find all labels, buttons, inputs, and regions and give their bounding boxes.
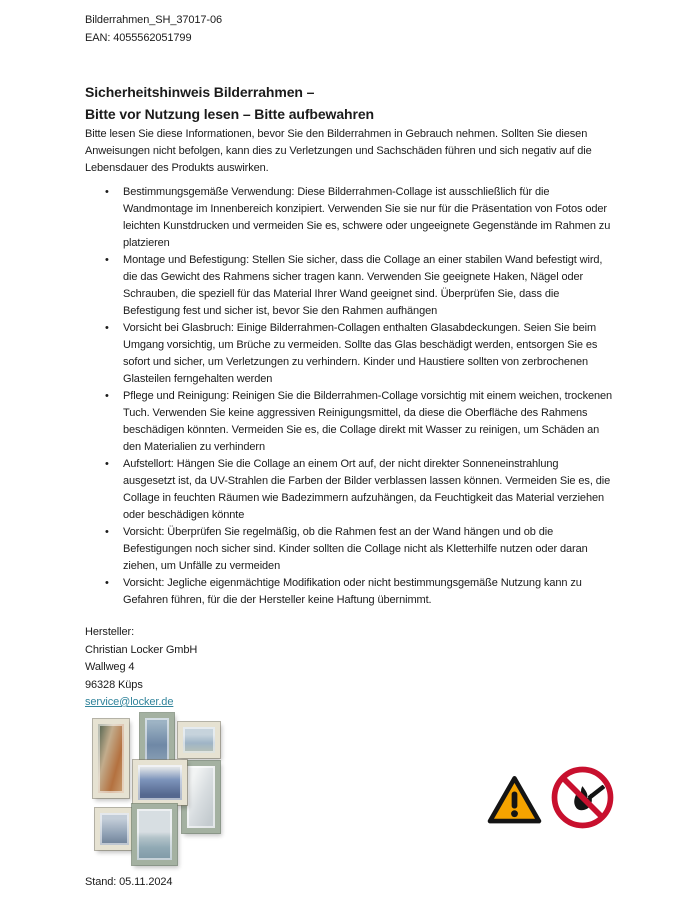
doc-meta-header: [85, 12, 222, 47]
manufacturer-street: Wallweg 4: [85, 661, 135, 673]
warning-triangle-icon: [486, 771, 543, 829]
safety-bullet-item: • Vorsicht bei Glasbruch: Einige Bilderrahmen-Collagen enthalten Glasabdeckungen. Seien Sie beim Umgang vorsichtig, um Brüche zu vermeiden. Sollte das Glas beschädigt werden, entsorgen Sie es sofort und sicher, um Verletzungen zu verhindern. Kinder und Haustiere sollten von zerbrochenen Glasteilen ferngehalten werden: [85, 320, 613, 388]
collage-frame: [182, 761, 220, 833]
safety-bullet-item: • Vorsicht: Überprüfen Sie regelmäßig, ob die Rahmen fest an der Wand hängen und ob die Befestigungen noch sicher sind. Kinder sollten die Collage nicht als Kletterhilfe nutzen oder daran ziehen, um Unfälle zu vermeiden: [85, 524, 613, 575]
revision-date: Stand: 05.11.2024: [85, 876, 173, 888]
collage-frame: [133, 760, 187, 805]
collage-frame: [178, 722, 220, 758]
intro-paragraph: Bitte lesen Sie diese Informationen, bevor Sie den Bilderrahmen in Gebrauch nehmen. Sollten Sie diesen Anweisungen nicht befolgen, kann dies zu Verletzungen und Sachschäden führen und sich negativ auf die Lebensdauer des Produkts auswirken.: [85, 128, 592, 174]
manufacturer-block: [85, 624, 197, 712]
collage-photo: [183, 727, 215, 753]
page-title: [85, 82, 374, 125]
manufacturer-label: Hersteller:: [85, 626, 135, 638]
product-collage-image: [84, 710, 224, 868]
page-title-line1: Sicherheitshinweis Bilderrahmen –: [85, 84, 315, 100]
collage-frame: [95, 808, 134, 850]
doc-reference: Bilderrahmen_SH_37017-06: [85, 14, 223, 26]
collage-photo: [145, 718, 169, 763]
collage-photo: [187, 766, 215, 828]
ean-number: EAN: 4055562051799: [85, 31, 192, 44]
collage-photo: [137, 809, 172, 860]
collage-photo: [138, 765, 182, 800]
safety-bullet-item: • Pflege und Reinigung: Reinigen Sie die Bilderrahmen-Collage vorsichtig mit einem weichen, trockenen Tuch. Verwenden Sie keine aggressiven Reinigungsmittel, da diese die Oberfläche des Rahmens beschädigen könnten. Vermeiden Sie es, die Collage direkt mit Wasser zu reinigen, um Schäden an den Materialien zu verhindern: [85, 388, 613, 456]
collage-frame: [93, 719, 129, 798]
manufacturer-city: 96328 Küps: [85, 678, 143, 691]
safety-bullet-item: • Montage und Befestigung: Stellen Sie sicher, dass die Collage an einer stabilen Wand befestigt wird, die das Gewicht des Rahmens sicher tragen kann. Verwenden Sie geeignete Haken, Nägel oder Schrauben, die speziell für das Material Ihrer Wand geeignet sind. Überprüfen Sie, dass die Befestigung fest und sicher ist, bevor Sie den Rahmen aufhängen: [85, 252, 613, 320]
collage-photo: [98, 724, 124, 793]
safety-bullet-item: • Vorsicht: Jegliche eigenmächtige Modifikation oder nicht bestimmungsgemäße Nutzung kann zu Gefahren führen, für die der Hersteller keine Haftung übernimmt.: [85, 575, 613, 609]
safety-bullet-list: [85, 184, 613, 609]
safety-icons-row: [486, 766, 614, 829]
collage-photo: [100, 813, 129, 845]
page-title-line2: Bitte vor Nutzung lesen – Bitte aufbewahren: [85, 105, 374, 122]
manufacturer-email-link[interactable]: service@locker.de: [85, 696, 174, 708]
safety-bullet-item: • Aufstellort: Hängen Sie die Collage an einem Ort auf, der nicht direkter Sonneneinstrahlung ausgesetzt ist, da UV-Strahlen die Farben der Bilder verblassen lassen können. Vermeiden Sie es, die Collage in feuchten Räumen wie Badezimmern aufzuhängen, da Feuchtigkeit das Material verziehen oder beschädigen könnte: [85, 456, 613, 524]
safety-bullet-item: • Bestimmungsgemäße Verwendung: Diese Bilderrahmen-Collage ist ausschließlich für die Wandmontage im Innenbereich konzipiert. Verwenden Sie sie nur für die Präsentation von Fotos oder leichten Kunstdrucken und vermeiden Sie es, schwere oder ungeeignete Gegenstände im Rahmen zu platzieren: [85, 184, 613, 252]
manufacturer-name: Christian Locker GmbH: [85, 643, 198, 656]
collage-frame: [132, 804, 177, 865]
no-open-flame-icon: [551, 766, 614, 829]
